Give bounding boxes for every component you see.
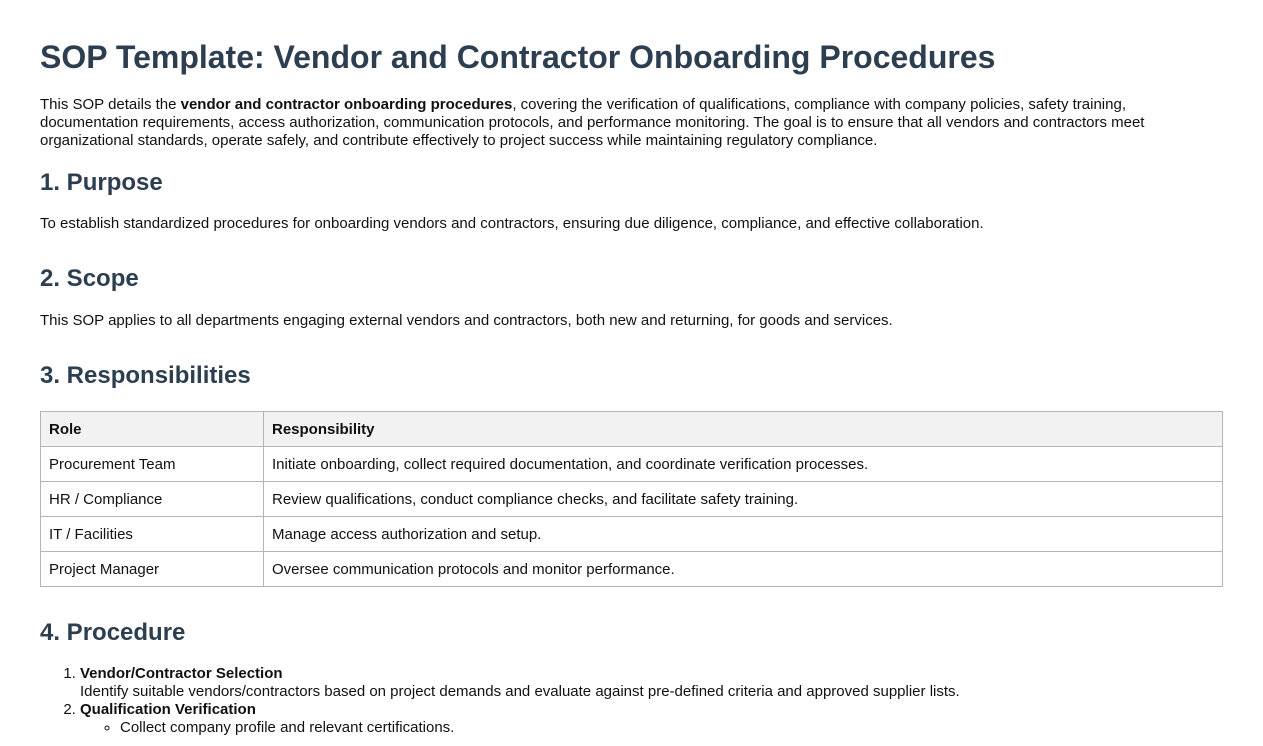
responsibility-cell: Manage access authorization and setup. xyxy=(264,517,1223,552)
table-row xyxy=(41,447,1223,482)
table-header-row xyxy=(41,412,1223,447)
intro-paragraph xyxy=(40,96,1223,150)
sublist-item: ◦ Collect company profile and relevant certifications. xyxy=(120,719,1223,737)
procedure-step xyxy=(80,665,1223,701)
role-cell: Procurement Team xyxy=(41,447,264,482)
intro-lead: This SOP details the xyxy=(40,96,181,113)
purpose-text: To establish standardized procedures for onboarding vendors and contractors, ensuring due diligence, compliance, and effective collaboration. xyxy=(40,215,984,232)
procedure-steps-list xyxy=(40,665,1223,737)
procedure-step xyxy=(80,701,1223,737)
column-header-responsibility: Responsibility xyxy=(264,412,1223,447)
table-row xyxy=(41,517,1223,552)
responsibilities-heading: 3. Responsibilities xyxy=(40,362,251,389)
purpose-heading: 1. Purpose xyxy=(40,169,163,196)
role-cell: HR / Compliance xyxy=(41,482,264,517)
responsibilities-table xyxy=(40,411,1223,587)
responsibility-cell: Oversee communication protocols and monitor performance. xyxy=(264,552,1223,587)
step-title: 2. Qualification Verification xyxy=(80,701,256,718)
responsibility-cell: Initiate onboarding, collect required documentation, and coordinate verification processes. xyxy=(264,447,1223,482)
step-sublist xyxy=(80,719,1223,737)
scope-heading: 2. Scope xyxy=(40,265,139,292)
intro-emphasis: vendor and contractor onboarding procedures xyxy=(180,96,513,113)
intro-rest: , covering the verification of qualifications, compliance with company policies, safety training, documentation requirements, access authorization, communication protocols, and performance monitoring. The goal is to ensure that all vendors and contractors meet organizational standards, operate safely, and contribute effectively to project success while maintaining regulatory compliance. xyxy=(40,96,1145,149)
step-title: 1. Vendor/Contractor Selection xyxy=(80,665,283,682)
responsibility-cell: Review qualifications, conduct compliance checks, and facilitate safety training. xyxy=(264,482,1223,517)
page-title: SOP Template: Vendor and Contractor Onboarding Procedures xyxy=(40,39,996,75)
scope-text: This SOP applies to all departments engaging external vendors and contractors, both new and returning, for goods and services. xyxy=(40,312,893,329)
procedure-heading: 4. Procedure xyxy=(40,619,186,646)
table-row xyxy=(41,552,1223,587)
column-header-role: Role xyxy=(41,412,264,447)
role-cell: IT / Facilities xyxy=(41,517,264,552)
role-cell: Project Manager xyxy=(41,552,264,587)
table-row xyxy=(41,482,1223,517)
step-description: Identify suitable vendors/contractors based on project demands and evaluate against pre-defined criteria and approved supplier lists. xyxy=(80,683,960,700)
